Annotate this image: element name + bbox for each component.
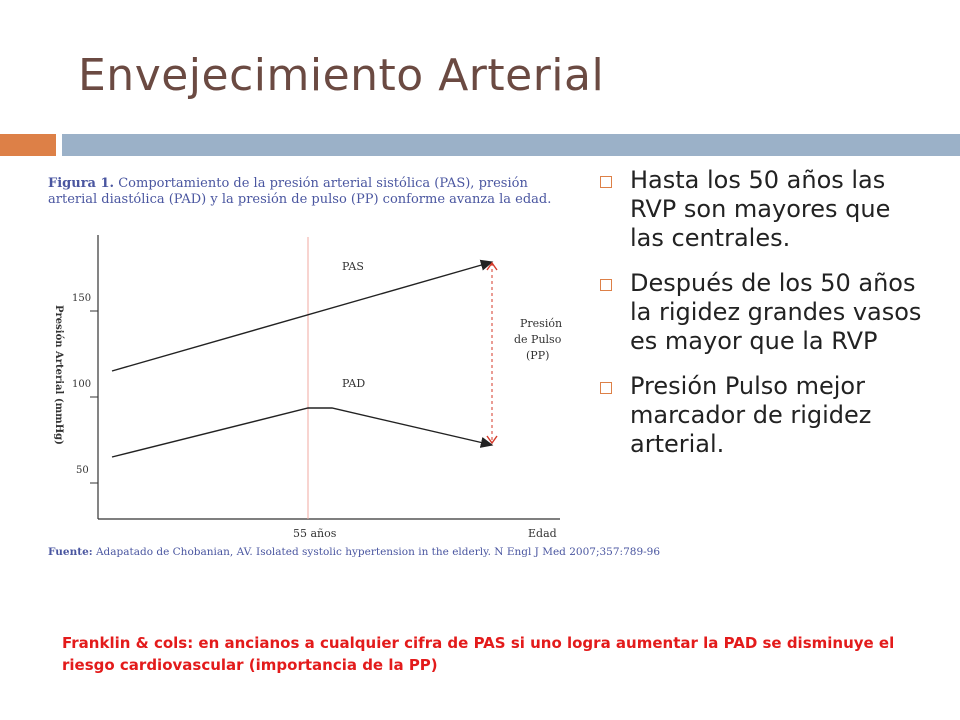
pulse-pressure-arrowhead-top xyxy=(487,263,497,270)
footnote: Franklin & cols: en ancianos a cualquier cifra de PAS si uno logra aumentar la PAD se disminuye el riesgo cardiovascular (importancia de la PP) xyxy=(62,634,895,674)
bullet-text: Después de los 50 años la rigidez grandes vasos es mayor que la RVP xyxy=(630,269,922,355)
pp-label-line1: Presión xyxy=(520,317,563,330)
bullet-text: Hasta los 50 años las RVP son mayores que las centrales. xyxy=(630,166,891,252)
bullet-square-icon xyxy=(600,279,612,291)
y-tick-label-100: 100 xyxy=(72,379,92,390)
pas-label: PAS xyxy=(342,260,364,273)
figure-caption-label: Figura 1. xyxy=(48,176,115,191)
pressure-age-chart xyxy=(40,225,570,545)
figure-source xyxy=(48,546,661,558)
bullet-item xyxy=(600,269,930,356)
pad-label: PAD xyxy=(342,377,366,390)
figure-source-label: Fuente: xyxy=(48,546,93,558)
bullet-item xyxy=(600,372,930,459)
pad-line xyxy=(112,408,492,457)
figure-source-text: Adapatado de Chobanian, AV. Isolated systolic hypertension in the elderly. N Engl J Med 2007;357:789-96 xyxy=(95,546,661,558)
title-accent-bar-orange xyxy=(0,134,56,156)
y-tick-label-50: 50 xyxy=(76,465,89,476)
slide-title: Envejecimiento Arterial xyxy=(78,50,605,101)
age-55-label: 55 años xyxy=(293,527,337,540)
figure-caption xyxy=(48,176,568,208)
figure-caption-text: Comportamiento de la presión arterial sistólica (PAS), presión arterial diastólica (PAD) y la presión de pulso (PP) conforme avanza la edad. xyxy=(48,176,552,207)
pas-line xyxy=(112,262,492,371)
x-axis-label: Edad xyxy=(528,527,557,540)
y-axis-label: Presión Arterial (mmHg) xyxy=(53,305,64,445)
bullet-text: Presión Pulso mejor marcador de rigidez arterial. xyxy=(630,372,872,458)
title-accent-bar-blue xyxy=(62,134,960,156)
bullet-list xyxy=(600,166,930,475)
y-tick-label-150: 150 xyxy=(72,293,92,304)
pp-label-line2: de Pulso xyxy=(514,333,562,346)
bullet-square-icon xyxy=(600,176,612,188)
pp-label-line3: (PP) xyxy=(526,349,550,362)
bullet-square-icon xyxy=(600,382,612,394)
bullet-item xyxy=(600,166,930,253)
